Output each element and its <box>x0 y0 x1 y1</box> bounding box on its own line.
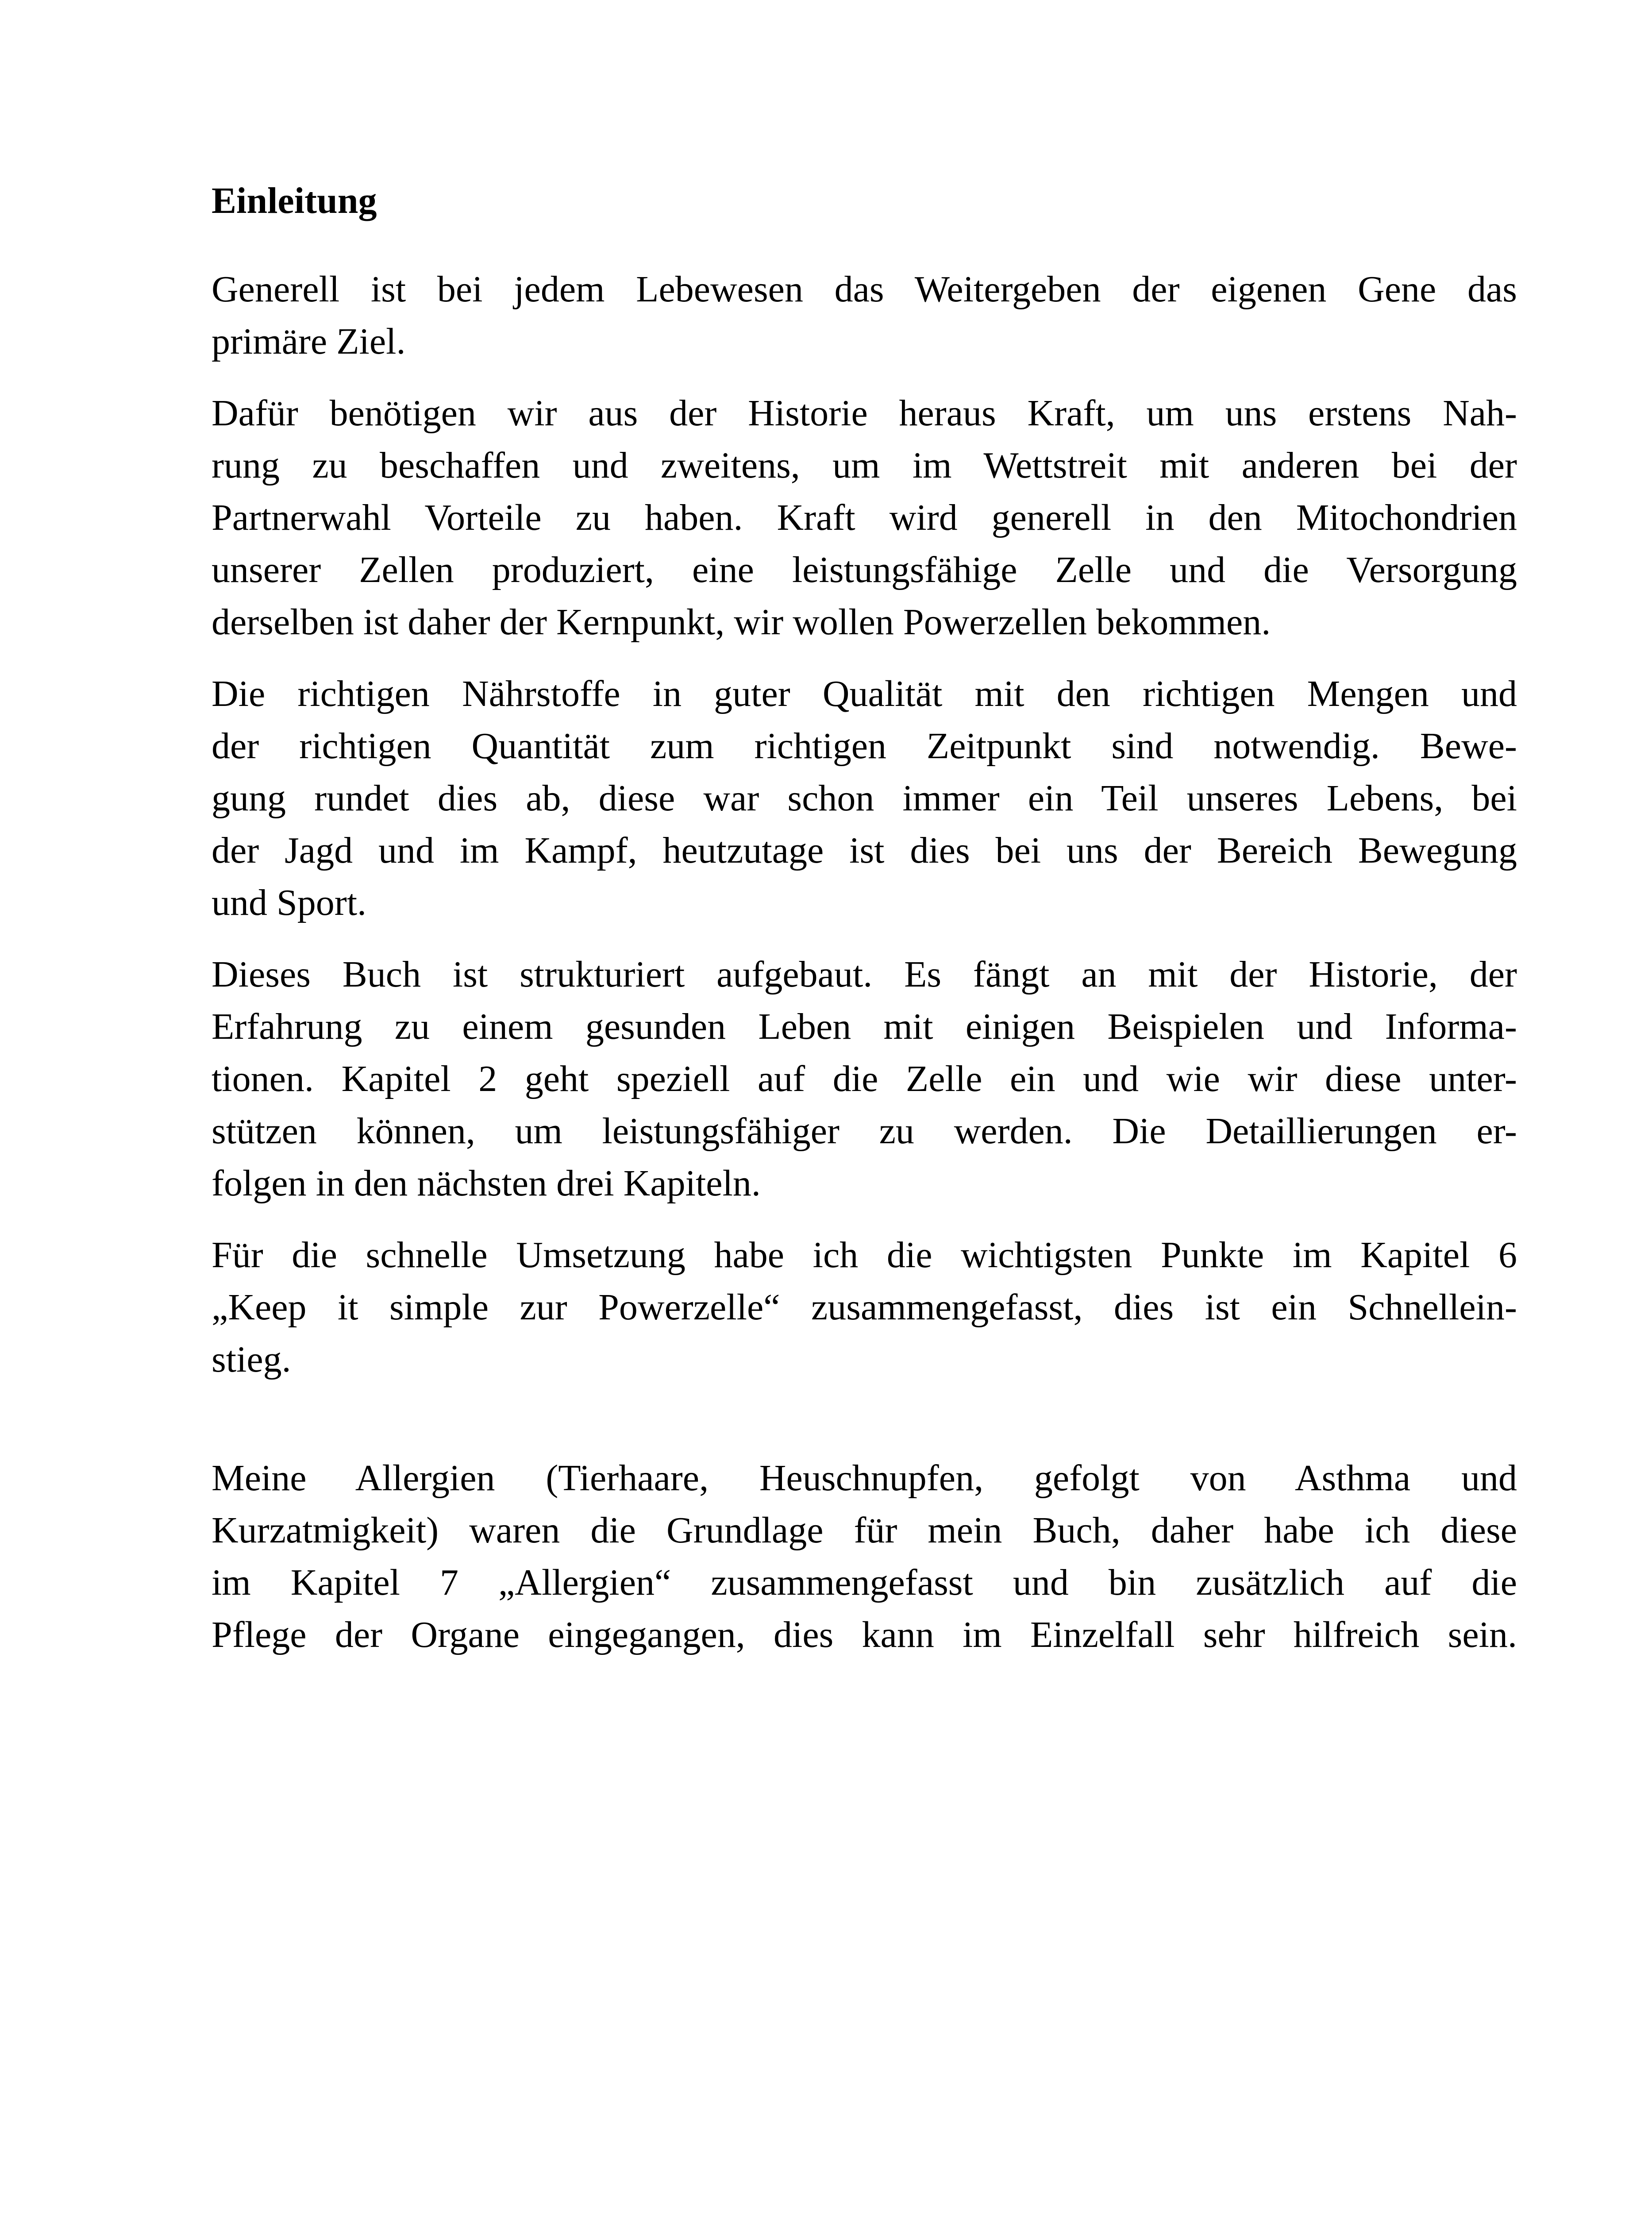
text-line: Erfahrung zu einem gesunden Leben mit einigen Beispielen und Informa- <box>212 1006 1517 1047</box>
text-line: der richtigen Quantität zum richtigen Zeitpunkt sind notwendig. Bewe- <box>212 725 1517 767</box>
text-line: im Kapitel 7 „Allergien“ zusammengefasst und bin zusätzlich auf die <box>212 1562 1517 1603</box>
page-content <box>212 175 1517 1681</box>
paragraph-4 <box>212 948 1517 1210</box>
text-line: Kurzatmigkeit) waren die Grundlage für mein Buch, daher habe ich diese <box>212 1510 1517 1551</box>
text-line: Dafür benötigen wir aus der Historie heraus Kraft, um uns erstens Nah- <box>212 393 1517 434</box>
text-line: Die richtigen Nährstoffe in guter Qualität mit den richtigen Mengen und <box>212 673 1517 714</box>
paragraph-2 <box>212 387 1517 648</box>
paragraph-3 <box>212 668 1517 929</box>
paragraph-5 <box>212 1229 1517 1386</box>
paragraph-6 <box>212 1452 1517 1661</box>
text-line: folgen in den nächsten drei Kapiteln. <box>212 1163 761 1204</box>
text-line: stützen können, um leistungsfähiger zu werden. Die Detaillierungen er- <box>212 1110 1517 1152</box>
text-line: Pflege der Organe eingegangen, dies kann im Einzelfall sehr hilfreich sein. <box>212 1614 1517 1655</box>
text-line: tionen. Kapitel 2 geht speziell auf die Zelle ein und wie wir diese unter- <box>212 1058 1517 1099</box>
text-line: der Jagd und im Kampf, heutzutage ist dies bei uns der Bereich Bewegung <box>212 830 1517 871</box>
text-line: primäre Ziel. <box>212 321 406 362</box>
paragraph-1 <box>212 263 1517 368</box>
text-line: Partnerwahl Vorteile zu haben. Kraft wird generell in den Mitochondrien <box>212 497 1517 538</box>
text-line: Dieses Buch ist strukturiert aufgebaut. Es fängt an mit der Historie, der <box>212 954 1517 995</box>
text-line: derselben ist daher der Kernpunkt, wir wollen Powerzellen bekommen. <box>212 601 1271 643</box>
text-line: rung zu beschaffen und zweitens, um im Wettstreit mit anderen bei der <box>212 445 1517 486</box>
text-line: Generell ist bei jedem Lebewesen das Weitergeben der eigenen Gene das <box>212 269 1517 310</box>
section-heading: Einleitung <box>212 180 377 221</box>
text-line: Meine Allergien (Tierhaare, Heuschnupfen, gefolgt von Asthma und <box>212 1457 1517 1499</box>
text-line: Für die schnelle Umsetzung habe ich die wichtigsten Punkte im Kapitel 6 <box>212 1234 1517 1276</box>
text-line: und Sport. <box>212 882 367 923</box>
text-line: „Keep it simple zur Powerzelle“ zusammengefasst, dies ist ein Schnellein- <box>212 1287 1517 1328</box>
text-line: unserer Zellen produziert, eine leistungsfähige Zelle und die Versorgung <box>212 549 1517 590</box>
text-line: stieg. <box>212 1339 291 1380</box>
text-line: gung rundet dies ab, diese war schon immer ein Teil unseres Lebens, bei <box>212 778 1517 819</box>
